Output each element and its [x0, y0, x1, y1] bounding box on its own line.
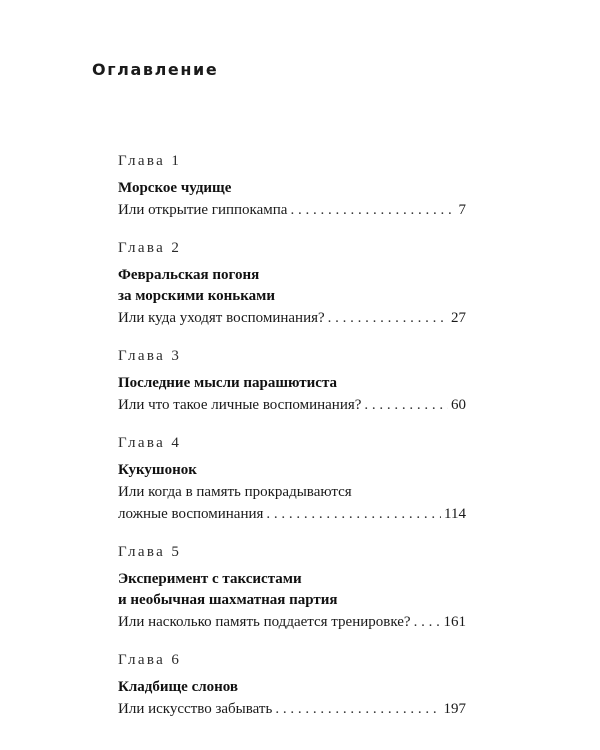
chapter-subtitle: Или искусство забывать	[118, 701, 273, 717]
chapter-subtitle: Или насколько память поддается тренировке?	[118, 614, 411, 630]
chapter-entry[interactable]	[118, 307, 466, 329]
chapter-title-line: Кладбище слонов	[118, 679, 239, 695]
dot-leader	[266, 503, 441, 525]
chapter-subtitle: Или куда уходят воспоминания?	[118, 310, 325, 326]
dot-leader	[328, 307, 448, 329]
chapter-label: Глава 2	[118, 240, 182, 256]
chapter-title-line: Кукушонок	[118, 462, 197, 478]
chapter-5	[118, 541, 466, 633]
chapter-title	[118, 265, 466, 307]
chapter-2	[118, 237, 466, 329]
chapter-subtitle: Или открытие гиппокампа	[118, 202, 288, 218]
chapter-title-line: и необычная шахматная партия	[118, 592, 338, 608]
chapter-title-line: Последние мысли парашютиста	[118, 375, 338, 391]
chapter-label: Глава 3	[118, 348, 182, 364]
chapter-4	[118, 432, 466, 525]
chapter-entry[interactable]	[118, 481, 466, 525]
page-number: 27	[451, 310, 466, 326]
page-number: 161	[443, 614, 466, 630]
chapter-title	[118, 677, 466, 698]
dot-leader	[275, 698, 440, 720]
chapter-title	[118, 569, 466, 611]
chapter-title-line: Февральская погоня	[118, 267, 260, 283]
page-title: Оглавление	[92, 60, 219, 79]
chapter-title-line: Эксперимент с таксистами	[118, 571, 302, 587]
chapter-title-line: за морскими коньками	[118, 288, 275, 304]
entry-line	[118, 503, 466, 525]
entry-line	[118, 199, 466, 221]
entry-line	[118, 394, 466, 416]
page-number: 7	[458, 202, 466, 218]
chapter-title-line: Морское чудище	[118, 180, 232, 196]
chapter-title	[118, 460, 466, 481]
entry-line	[118, 698, 466, 720]
chapter-6	[118, 649, 466, 720]
chapter-title	[118, 178, 466, 199]
chapter-label: Глава 6	[118, 652, 182, 668]
chapter-label: Глава 5	[118, 544, 182, 560]
chapter-subtitle: ложные воспоминания	[118, 506, 264, 522]
chapter-label: Глава 4	[118, 435, 182, 451]
chapter-entry[interactable]	[118, 698, 466, 720]
chapter-label: Глава 1	[118, 153, 182, 169]
chapter-entry[interactable]	[118, 199, 466, 221]
table-of-contents	[118, 150, 466, 736]
chapter-entry[interactable]	[118, 394, 466, 416]
chapter-3	[118, 345, 466, 416]
dot-leader	[290, 199, 455, 221]
page-number: 197	[443, 701, 466, 717]
chapter-title	[118, 373, 466, 394]
chapter-entry[interactable]	[118, 611, 466, 633]
dot-leader	[364, 394, 448, 416]
entry-line	[118, 307, 466, 329]
page-number: 60	[451, 397, 466, 413]
dot-leader	[414, 611, 441, 633]
page-number: 114	[444, 506, 466, 522]
chapter-subtitle-first-line: Или когда в память прокрадываются	[118, 484, 352, 500]
chapter-subtitle: Или что такое личные воспоминания?	[118, 397, 362, 413]
entry-line	[118, 611, 466, 633]
chapter-1	[118, 150, 466, 221]
